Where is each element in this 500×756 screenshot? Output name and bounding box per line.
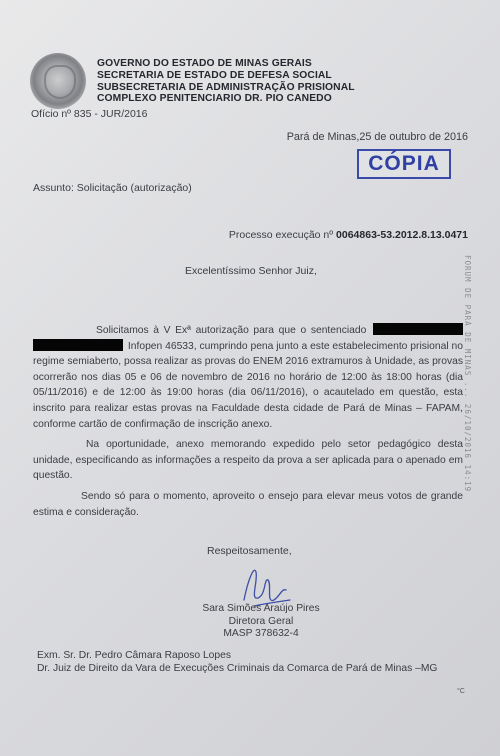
process-reference bbox=[229, 229, 468, 241]
redaction-bar bbox=[373, 323, 463, 335]
coat-of-arms-seal-icon bbox=[30, 53, 86, 109]
subject-line: Assunto: Solicitação (autorização) bbox=[33, 182, 192, 194]
closing: Respeitosamente, bbox=[207, 545, 292, 557]
redaction-bar bbox=[33, 339, 123, 351]
signer-name: Sara Simões Araújo Pires bbox=[202, 603, 320, 614]
signer-role: Diretora Geral bbox=[228, 615, 294, 627]
letterhead-line-3: SUBSECRETARIA DE ADMINISTRAÇÃO PRISIONAL bbox=[97, 81, 355, 93]
footer-mark: °C bbox=[457, 688, 465, 695]
addressee-line-2: Dr. Juiz de Direito da Vara de Execuções Criminais da Comarca de Pará de Minas –MG bbox=[37, 663, 438, 674]
signer-masp: MASP 378632-4 bbox=[223, 628, 299, 639]
letterhead-line-1: GOVERNO DO ESTADO DE MINAS GERAIS bbox=[97, 58, 312, 69]
letterhead-line-2: SECRETARIA DE ESTADO DE DEFESA SOCIAL bbox=[97, 69, 332, 81]
protocol-stamp: FORUM DE PARÁ DE MINAS ... 26/10/2016 14:19 bbox=[463, 255, 472, 493]
process-number: 0064863-53.2012.8.13.0471 bbox=[336, 229, 468, 241]
process-label: Processo execução nº bbox=[228, 229, 334, 241]
oficio-number: Ofício nº 835 - JUR/2016 bbox=[31, 108, 148, 120]
copy-stamp: CÓPIA bbox=[357, 149, 451, 179]
letter-date: Pará de Minas,25 de outubro de 2016 bbox=[286, 131, 468, 143]
letter-body bbox=[33, 323, 463, 520]
letterhead-line-4: COMPLEXO PENITENCIARIO DR. PIO CANEDO bbox=[97, 93, 332, 105]
letterhead bbox=[97, 58, 355, 105]
salutation: Excelentíssimo Senhor Juiz, bbox=[185, 265, 317, 277]
paragraph-2: Na oportunidade, anexo memorando expedido pelo setor pedagógico desta unidade, especificando as informações a respeito da prova a ser aplicada para o apenado em questão. bbox=[33, 439, 463, 482]
addressee bbox=[37, 649, 437, 675]
paragraph-1-rest: Infopen 46533, cumprindo pena junto a este estabelecimento prisional no regime semiaberto, possa realizar as provas do ENEM 2016 extramuros à Unidade, as provas ocorrerão nos dias 05 e 06 de novembro de 2016 no horário de 12:00 às 18:00 horas (dia 05/11/2016) e de 12:00 às 19:00 horas (dia 06/11/2016), o acautelado em questão, esta inscrito para realizar estas provas na Faculdade desta cidade de Pará de Minas – FAPAM, conforme cartão de confirmação de inscrição anexo. bbox=[33, 340, 463, 430]
addressee-line-1: Exm. Sr. Dr. Pedro Câmara Raposo Lopes bbox=[37, 650, 232, 661]
paragraph-1-start: Solicitamos à V Exª autorização para que o sentenciado bbox=[96, 325, 367, 336]
paragraph-1 bbox=[33, 323, 463, 432]
paragraph-3: Sendo só para o momento, aproveito o ensejo para elevar meus votos de grande estima e consideração. bbox=[33, 490, 463, 518]
signature-block bbox=[191, 603, 331, 641]
